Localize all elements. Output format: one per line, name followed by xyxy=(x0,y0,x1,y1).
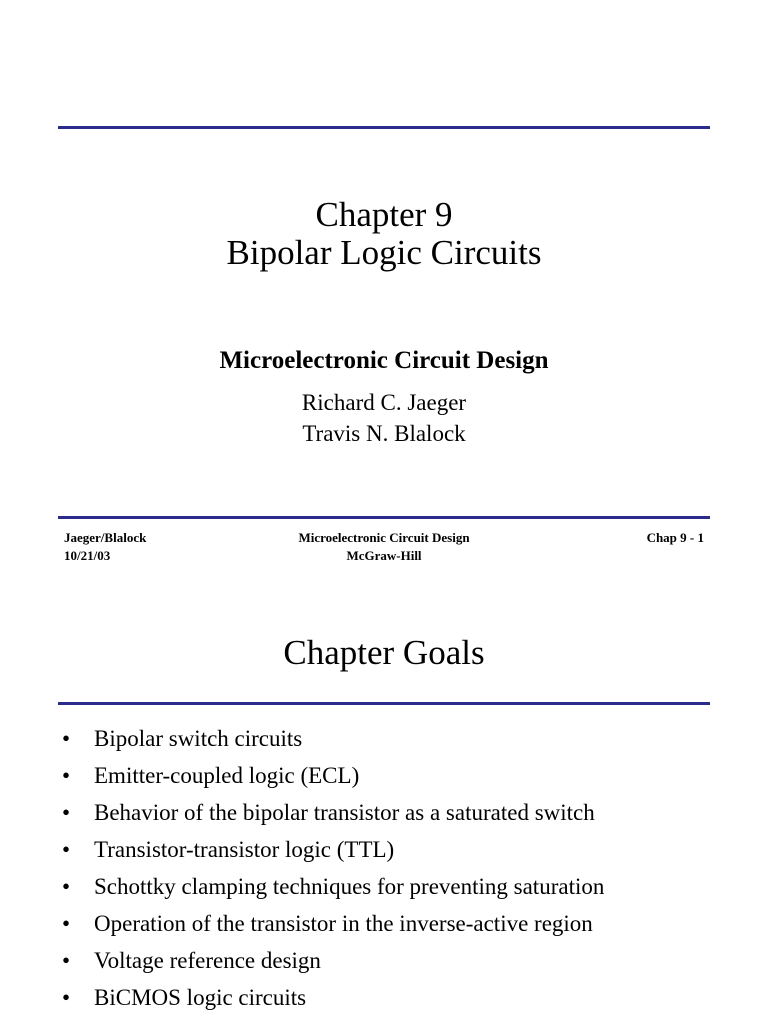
book-title: Microelectronic Circuit Design xyxy=(219,347,549,374)
bullet-icon: • xyxy=(62,763,71,788)
footer-publisher: McGraw-Hill xyxy=(346,548,422,563)
goal-item xyxy=(62,979,742,1016)
footer-page-number: Chap 9 - 1 xyxy=(646,530,704,545)
chapter-title: Bipolar Logic Circuits xyxy=(226,233,542,272)
author-jaeger: Richard C. Jaeger xyxy=(301,390,467,415)
footer-divider xyxy=(58,516,710,519)
slide-title xyxy=(0,196,768,272)
footer-center xyxy=(64,529,704,565)
goal-text: Operation of the transistor in the inverse-active region xyxy=(94,911,593,936)
chapter-number: Chapter 9 xyxy=(315,195,453,234)
top-divider xyxy=(58,126,710,129)
goal-item xyxy=(62,868,742,905)
goal-item xyxy=(62,794,742,831)
footer-right xyxy=(647,529,704,547)
goals-divider xyxy=(58,702,710,705)
goal-item xyxy=(62,905,742,942)
bullet-icon: • xyxy=(62,800,71,825)
goals-list xyxy=(62,720,742,1016)
goal-text: Bipolar switch circuits xyxy=(94,726,303,751)
goal-text: Transistor-transistor logic (TTL) xyxy=(94,837,395,862)
footer-date: 10/21/03 xyxy=(64,548,111,563)
bullet-icon: • xyxy=(62,911,71,936)
footer-book-title: Microelectronic Circuit Design xyxy=(298,530,470,545)
goal-text: Schottky clamping techniques for preventing saturation xyxy=(94,874,605,899)
bullet-icon: • xyxy=(62,874,71,899)
goal-text: Behavior of the bipolar transistor as a saturated switch xyxy=(94,800,595,825)
bullet-icon: • xyxy=(62,948,71,973)
goals-heading: Chapter Goals xyxy=(283,633,485,672)
footer-authors: Jaeger/Blalock xyxy=(64,530,147,545)
bullet-icon: • xyxy=(62,837,71,862)
goal-item xyxy=(62,942,742,979)
slide-footer xyxy=(64,529,704,569)
author-blalock: Travis N. Blalock xyxy=(302,421,466,446)
goal-item xyxy=(62,757,742,794)
goal-text: Voltage reference design xyxy=(94,948,321,973)
bullet-icon: • xyxy=(62,726,71,751)
goal-text: BiCMOS logic circuits xyxy=(94,985,307,1010)
goal-text: Emitter-coupled logic (ECL) xyxy=(94,763,360,788)
goal-item xyxy=(62,720,742,757)
bullet-icon: • xyxy=(62,985,71,1010)
authors xyxy=(0,387,768,449)
goal-item xyxy=(62,831,742,868)
